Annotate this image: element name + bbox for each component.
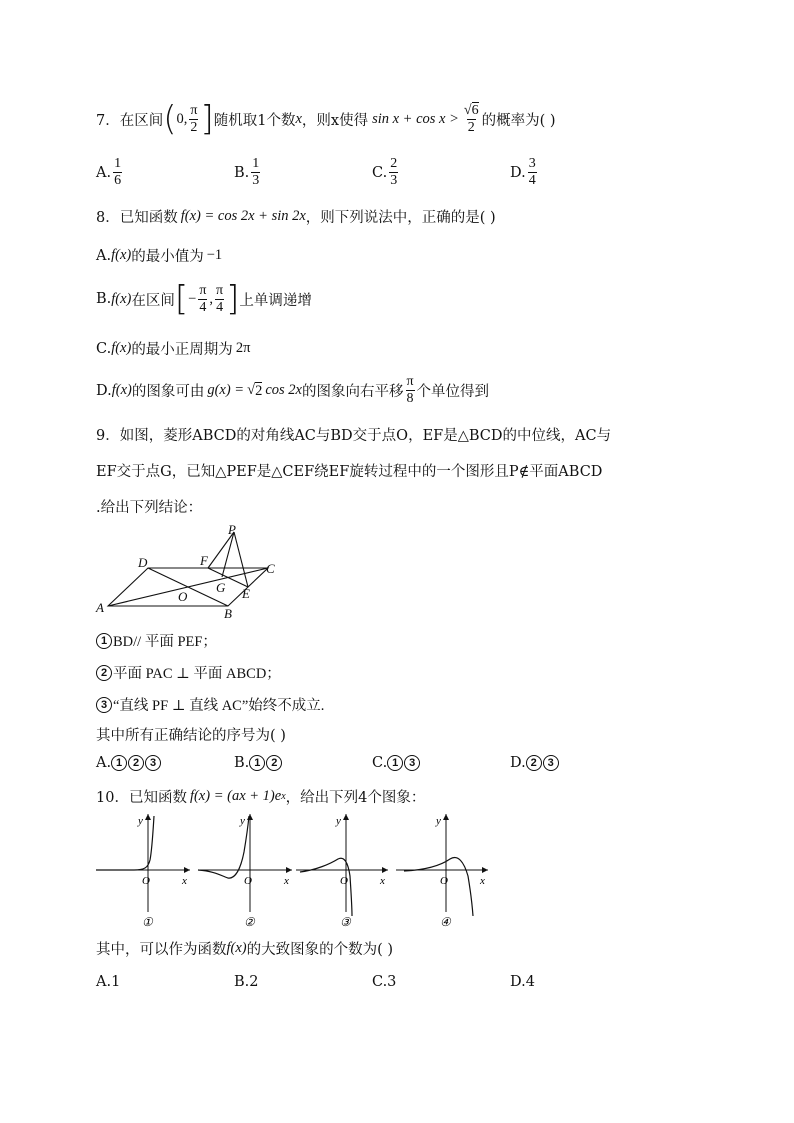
arrow-up-icon: [247, 814, 253, 820]
label-o: O: [178, 589, 188, 604]
q10-option[interactable]: A.1: [96, 974, 121, 990]
option-text: 在区间: [131, 292, 175, 309]
q10-ask: [96, 938, 393, 959]
circled-number-icon: 2: [266, 755, 282, 771]
q8-option-a: [96, 245, 222, 266]
arrow-right-icon: [184, 867, 190, 873]
q9-option[interactable]: [372, 755, 421, 771]
pi-over-4-b: $\frac{\pi}{4}$: [216, 282, 224, 315]
pi-over-8: $\frac{\pi}{8}$: [406, 374, 414, 406]
q9-ask-text: 其中所有正确结论的序号为( ): [96, 728, 286, 744]
option-label: C.: [372, 164, 388, 181]
segment-ep: [234, 532, 248, 587]
function-graph: [198, 814, 292, 929]
q7-cond-text: ，则x使得: [301, 112, 369, 129]
q7-mid-text: 随机取1个数: [213, 112, 296, 129]
origin-label: O: [340, 875, 348, 887]
q9-text-1: 9．如图，菱形ABCD的对角线AC与BD交于点O，EF是△BCD的中位线，AC与: [96, 428, 612, 444]
option-label: D.: [510, 755, 526, 771]
q9-line-1: [96, 424, 611, 445]
q9-conclusion: [96, 694, 324, 715]
cos-term: cos 2x: [265, 382, 302, 398]
graph-curve: [300, 858, 352, 916]
circled-number-icon: 3: [404, 755, 420, 771]
arrow-right-icon: [286, 867, 292, 873]
origin-label: O: [440, 875, 448, 887]
q10-stem-tail: ，给出下列4个图象：: [285, 790, 426, 806]
q7-var-x: x: [295, 110, 302, 127]
circled-number-icon: 3: [145, 755, 161, 771]
q9-text-2: EF交于点G，已知△PEF是△CEF绕EF旋转过程中的一个图形且P∉平面ABCD: [96, 464, 603, 480]
q8-option-b: [96, 279, 312, 319]
arrow-right-icon: [482, 867, 488, 873]
label-d: D: [138, 555, 148, 570]
q8-option-d: [96, 374, 489, 407]
option-value: −1: [206, 247, 223, 263]
q7-interval-zero: 0,: [176, 110, 188, 127]
arrow-up-icon: [145, 814, 151, 820]
q7-option[interactable]: [96, 156, 124, 189]
segment-pg: [222, 532, 234, 577]
circled-number-icon: 2: [128, 755, 144, 771]
circled-number-icon: 3: [543, 755, 559, 771]
q8-function: f(x) = cos 2x + sin 2x: [180, 208, 306, 224]
comma: ,: [209, 290, 214, 307]
option-value: 2π: [235, 340, 251, 356]
q10-graphs: [94, 812, 504, 930]
q10-option[interactable]: B.2: [234, 974, 259, 990]
y-label: y: [138, 815, 143, 827]
circled-number-icon: 1: [249, 755, 265, 771]
q10-ask-fx: f(x): [226, 940, 247, 956]
option-label: A.: [96, 164, 112, 181]
conclusion-text: 平面 PAC ⊥ 平面 ABCD；: [113, 666, 281, 682]
q7-tail-text: 的概率为( ): [481, 112, 556, 129]
x-label: x: [284, 875, 289, 887]
q9-option[interactable]: [96, 755, 162, 771]
graph-number: ③: [340, 915, 351, 929]
function-name: f(x): [111, 290, 132, 307]
origin-label: O: [244, 875, 252, 887]
q9-ask: [96, 724, 286, 745]
option-fraction: $\frac{2}{3}$: [390, 156, 398, 188]
q7-pi-over-2: $\frac{\pi}{2}$: [190, 102, 198, 135]
conclusion-text: BD// 平面 PEF；: [113, 634, 217, 650]
label-c: C: [266, 561, 275, 576]
option-label: A.: [96, 755, 112, 771]
label-e: E: [242, 586, 250, 601]
conclusion-text: “直线 PF ⊥ 直线 AC”始终不成立.: [113, 698, 325, 714]
option-label: A.: [96, 247, 112, 264]
option-label: C.: [96, 340, 112, 357]
option-label: C.: [372, 755, 388, 771]
label-p: P: [228, 522, 236, 537]
graph-number: ①: [142, 915, 153, 929]
question-7-stem: [96, 99, 556, 139]
q10-option[interactable]: C.3: [372, 974, 397, 990]
arrow-up-icon: [443, 814, 449, 820]
label-b: B: [224, 606, 232, 621]
q10-option[interactable]: D.4: [510, 974, 535, 990]
option-text: 的最小正周期为: [131, 342, 233, 358]
option-label: B.: [96, 291, 112, 307]
y-label: y: [336, 815, 341, 827]
function-graph: [96, 814, 190, 929]
graph-curve: [96, 816, 154, 870]
label-f: F: [200, 553, 208, 568]
minus-sign: −: [188, 290, 197, 307]
circled-number-icon: 1: [387, 755, 403, 771]
option-fraction: $\frac{1}{3}$: [252, 156, 260, 188]
q7-option[interactable]: [510, 156, 539, 189]
right-bracket-big: ]: [226, 279, 240, 319]
segment-fe: [208, 568, 248, 587]
segment-fp: [208, 532, 234, 568]
question-10-stem: [96, 786, 425, 807]
q10-ask-b: 的大致图象的个数为( ): [246, 942, 394, 958]
q9-line-3: [96, 496, 202, 517]
circled-number-icon: 3: [96, 697, 112, 713]
option-label: B.: [234, 755, 250, 771]
rhombus-figure: [94, 522, 294, 622]
graph-number: ④: [440, 915, 451, 929]
q10-function: f(x) = (ax + 1)e: [189, 788, 282, 804]
x-label: x: [380, 875, 385, 887]
q9-text-3: .给出下列结论：: [96, 500, 203, 516]
q7-expression: sin x + cos x >: [372, 110, 459, 127]
arrow-up-icon: [343, 814, 349, 820]
q7-sqrt6-over-2: $\frac{√6}{2}$: [463, 102, 479, 135]
q7-option[interactable]: [372, 156, 400, 189]
y-label: y: [436, 815, 441, 827]
option-label: B.: [234, 164, 250, 181]
option-fraction: $\frac{3}{4}$: [528, 156, 536, 188]
option-label: D.: [96, 382, 112, 399]
origin-label: O: [142, 875, 150, 887]
q10-exponent: x: [281, 791, 286, 802]
q9-option[interactable]: [234, 755, 283, 771]
q9-conclusion: [96, 630, 217, 651]
graph-curve: [404, 858, 473, 916]
q9-conclusion: [96, 662, 281, 683]
circled-number-icon: 2: [96, 665, 112, 681]
q7-intro: 7．在区间: [96, 112, 164, 129]
sqrt-icon: √: [247, 382, 256, 398]
label-a: A: [96, 600, 104, 615]
question-8-stem: [96, 206, 496, 227]
q8-question: ，则下列说法中，正确的是( ): [305, 210, 496, 226]
arrow-right-icon: [382, 867, 388, 873]
x-label: x: [182, 875, 187, 887]
right-bracket-big: ]: [200, 99, 214, 139]
sqrt-value: 2: [255, 382, 263, 399]
function-name: f(x): [111, 247, 132, 263]
circled-number-icon: 1: [96, 633, 112, 649]
option-text: 的最小值为: [131, 249, 204, 265]
pi-over-4: $\frac{\pi}{4}$: [199, 282, 207, 315]
graph-number: ②: [244, 915, 255, 929]
option-tail: 上单调递增: [239, 292, 312, 309]
q10-ask-a: 其中，可以作为函数: [96, 942, 227, 958]
function-graph: [396, 814, 488, 929]
option-text: 的图象可由: [131, 384, 205, 400]
y-label: y: [240, 815, 245, 827]
x-label: x: [480, 875, 485, 887]
option-label: D.: [510, 164, 526, 181]
circled-number-icon: 2: [526, 755, 542, 771]
label-g: G: [216, 580, 226, 595]
option-fraction: $\frac{1}{6}$: [114, 156, 122, 188]
function-name: f(x): [111, 382, 132, 398]
q8-option-c: [96, 338, 250, 359]
q9-line-2: [96, 460, 602, 481]
q8-intro: 8．已知函数: [96, 210, 178, 226]
circled-number-icon: 1: [111, 755, 127, 771]
sqrt-icon: √: [463, 102, 472, 118]
left-bracket-big: [: [174, 279, 189, 319]
q9-option[interactable]: [510, 755, 560, 771]
left-paren-big: (: [163, 99, 177, 139]
option-text-2: 的图象向右平移: [301, 384, 404, 400]
option-tail: 个单位得到: [416, 384, 490, 400]
g-function: g(x) =: [207, 382, 245, 398]
function-graph: [296, 814, 388, 929]
q10-intro: 10．已知函数: [96, 790, 187, 806]
q7-option[interactable]: [234, 156, 262, 189]
function-name: f(x): [111, 340, 132, 356]
